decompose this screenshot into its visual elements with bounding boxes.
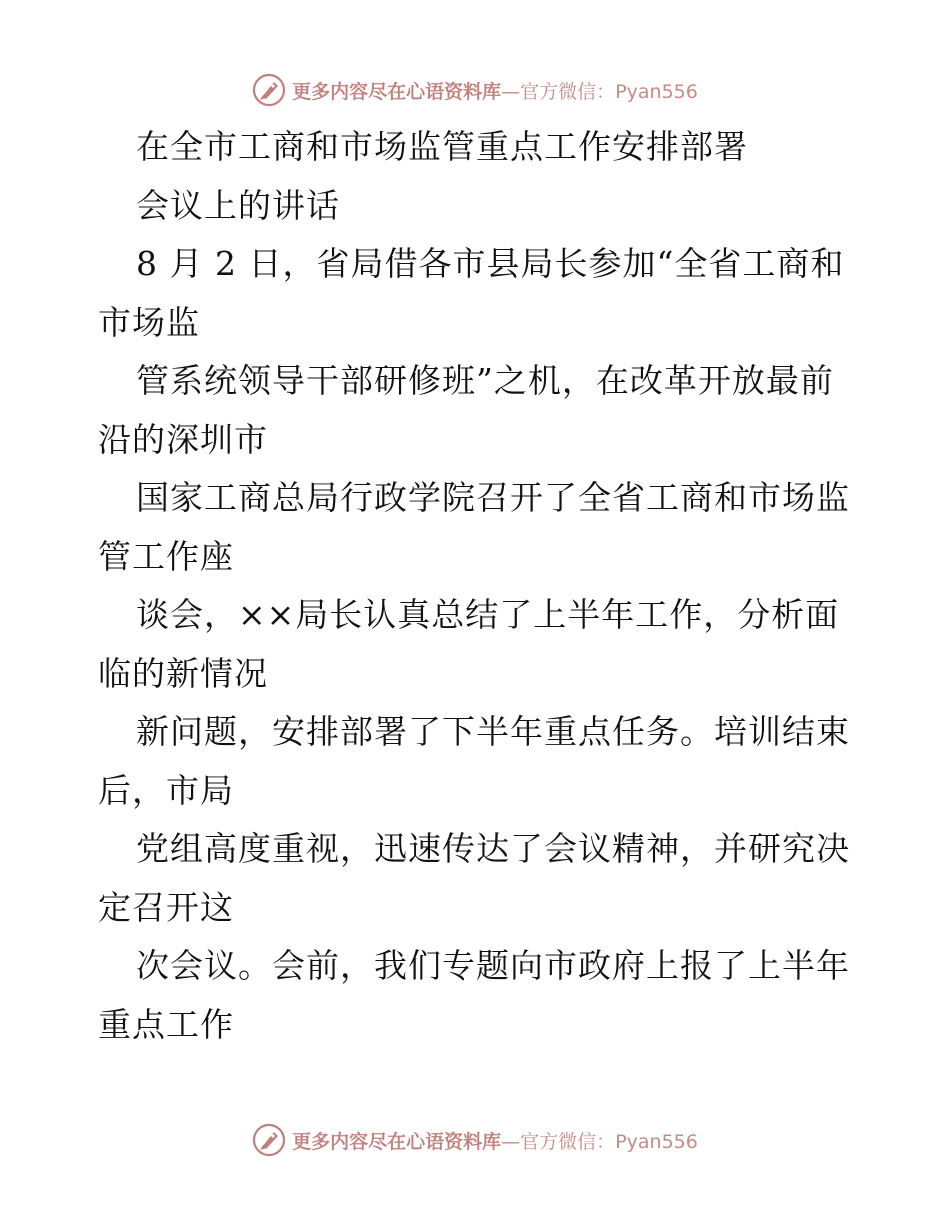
text-line: 后，市局: [98, 770, 234, 810]
pen-nib-logo-icon: [252, 73, 286, 107]
text-line: 沿的深圳市: [98, 419, 268, 459]
watermark-id: Pyan556: [615, 80, 698, 103]
watermark-separator: —: [501, 1130, 521, 1153]
watermark-text: [292, 77, 698, 104]
watermark-text: [292, 1127, 698, 1154]
document-body: [98, 118, 858, 1054]
text-line: 重点工作: [98, 1004, 234, 1044]
footer-watermark: [0, 1120, 950, 1160]
watermark-main: 更多内容尽在心语资料库: [292, 1130, 502, 1153]
text-line: 国家工商总局行政学院召开了全省工商和市场监: [136, 478, 850, 517]
text-line: 党组高度重视，迅速传达了会议精神，并研究决: [136, 829, 850, 868]
text-line: 8 月 2 日，省局借各市县局长参加“全省工商和: [136, 244, 845, 283]
pen-nib-logo-icon: [252, 1123, 286, 1157]
text-line: 在全市工商和市场监管重点工作安排部署: [136, 127, 748, 166]
text-line: 次会议。会前，我们专题向市政府上报了上半年: [136, 946, 850, 985]
text-line: 定召开这: [98, 887, 234, 927]
text-line: 临的新情况: [98, 653, 268, 693]
text-line: 市场监: [98, 302, 200, 342]
text-line: 管系统领导干部研修班”之机，在改革开放最前: [136, 361, 834, 400]
text-line: 管工作座: [98, 536, 234, 576]
watermark-label: 官方微信：: [520, 1130, 616, 1153]
header-watermark: [0, 70, 950, 110]
watermark-separator: —: [501, 80, 521, 103]
text-line: 新问题，安排部署了下半年重点任务。培训结束: [136, 712, 850, 751]
text-line: 谈会，××局长认真总结了上半年工作，分析面: [136, 595, 840, 634]
watermark-label: 官方微信：: [520, 80, 616, 103]
watermark-id: Pyan556: [615, 1130, 698, 1153]
watermark-main: 更多内容尽在心语资料库: [292, 80, 502, 103]
text-line: 会议上的讲话: [136, 185, 340, 225]
